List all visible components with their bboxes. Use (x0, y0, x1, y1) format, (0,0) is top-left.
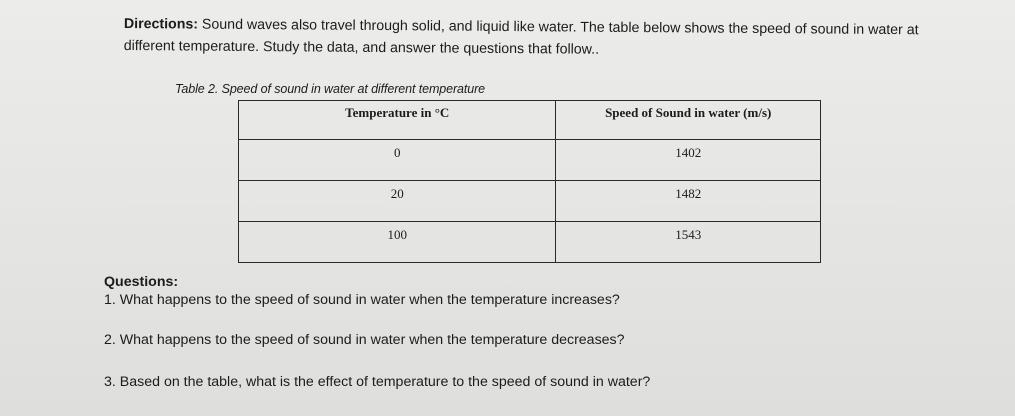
header-speed: Speed of Sound in water (m/s) (556, 101, 821, 140)
table-row (239, 222, 821, 263)
directions-paragraph (124, 13, 944, 63)
table-caption: Table 2. Speed of sound in water at different temperature (175, 82, 486, 96)
question-2: 2. What happens to the speed of sound in water when the temperature decreases? (104, 332, 625, 348)
temperature-cell: 0 (239, 140, 556, 181)
questions-section (104, 272, 924, 390)
question-3: 3. Based on the table, what is the effect of temperature to the speed of sound in water? (104, 374, 651, 390)
questions-heading: Questions: (104, 274, 179, 290)
temperature-cell: 20 (239, 181, 556, 222)
table-row (239, 181, 821, 222)
directions-text: Sound waves also travel through solid, and liquid like water. The table below shows the speed of sound in water at different temperature. Study the data, and answer the questions that follow.. (123, 16, 919, 58)
temperature-cell: 100 (239, 222, 556, 263)
speed-cell: 1482 (556, 181, 821, 222)
directions-label: Directions: (123, 15, 199, 33)
speed-cell: 1543 (556, 222, 821, 263)
header-temperature: Temperature in °C (239, 101, 556, 140)
table-header-row (239, 101, 821, 140)
question-1: 1. What happens to the speed of sound in water when the temperature increases? (104, 292, 620, 308)
table-row (239, 140, 821, 181)
speed-of-sound-table (238, 100, 821, 263)
speed-cell: 1402 (556, 140, 821, 181)
